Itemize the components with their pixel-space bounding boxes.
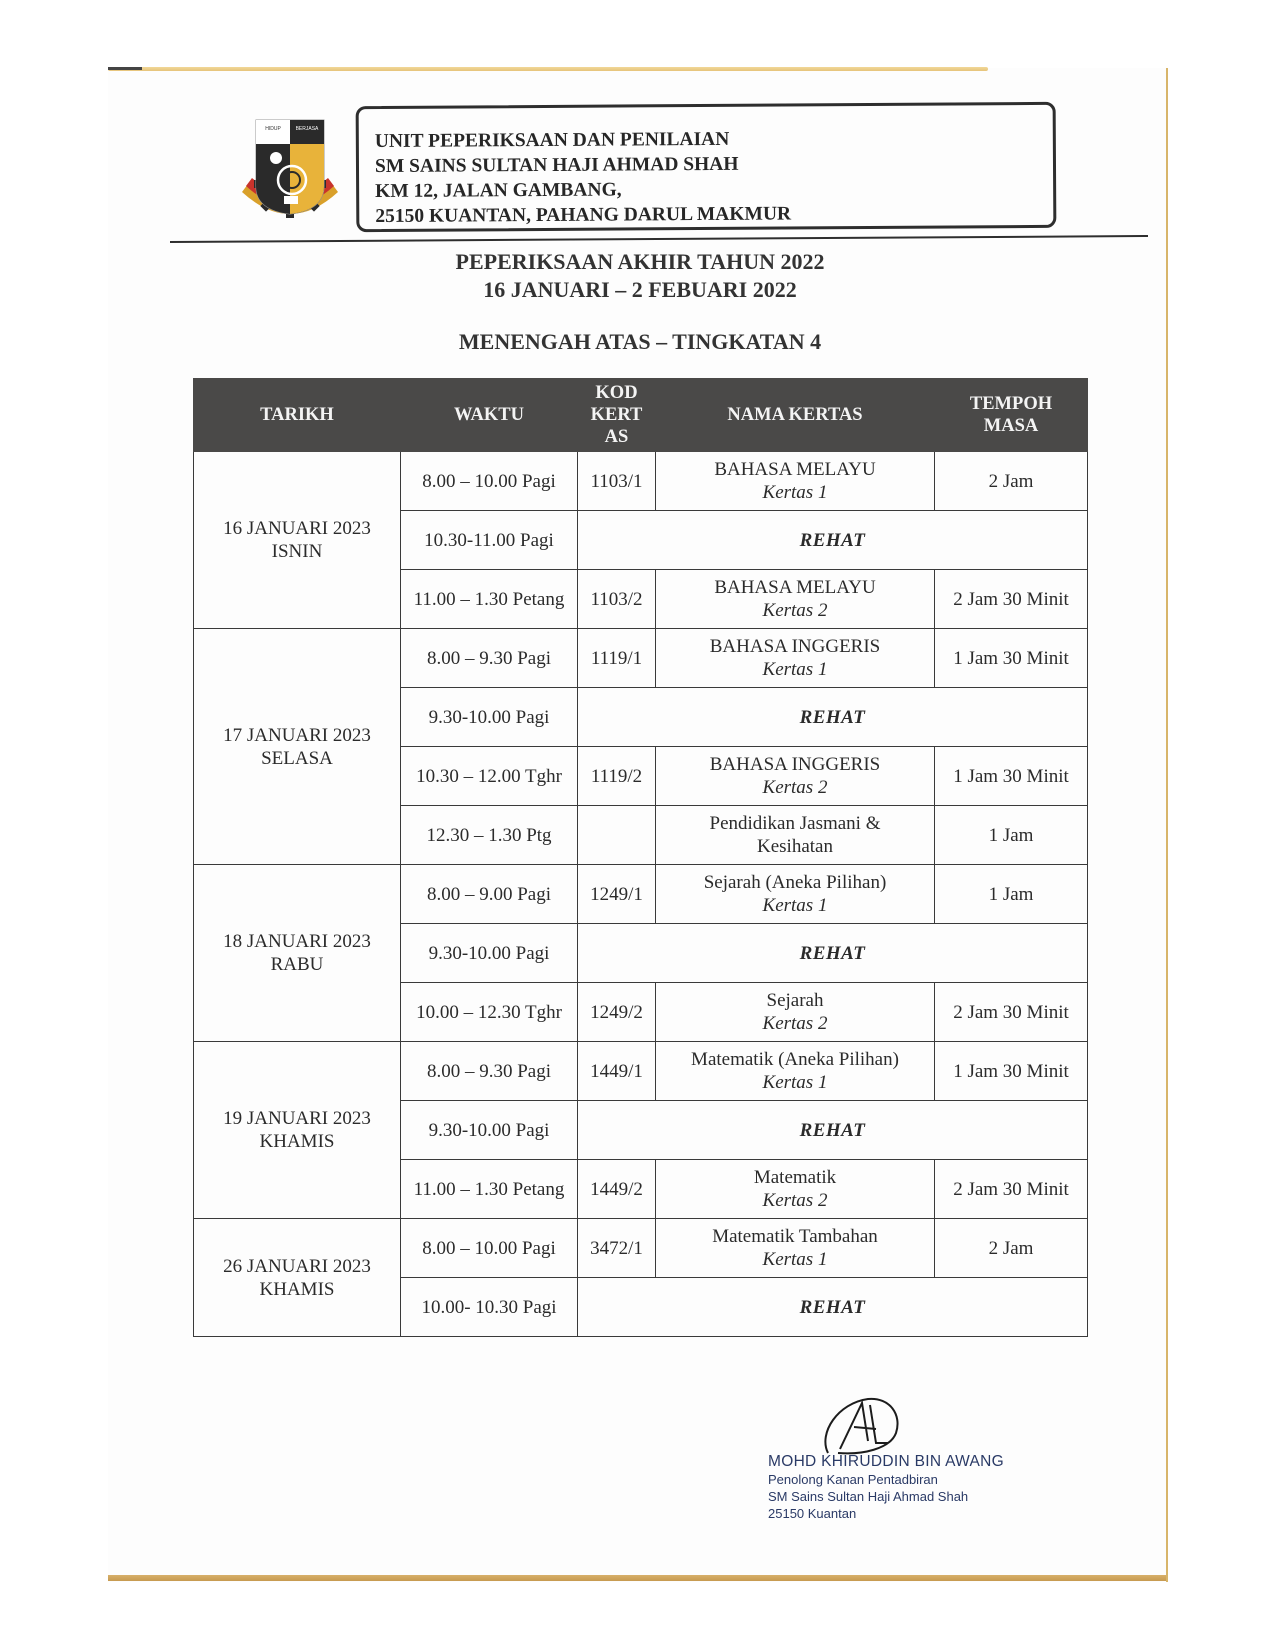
cell-tarikh [194,865,401,1042]
cell-waktu: 9.30-10.00 Pagi [401,688,578,747]
cell-rehat: REHAT [578,1278,1088,1337]
exam-date: 26 JANUARI 2023 [223,1255,371,1277]
institution-unit: UNIT PEPERIKSAAN DAN PENILAIAN [374,128,730,153]
cell-rehat: REHAT [578,924,1088,983]
cell-kod-kertas: 1103/2 [578,570,656,629]
table-row [194,1219,1088,1278]
cell-kod-kertas: 3472/1 [578,1219,656,1278]
cell-tempoh-masa: 1 Jam 30 Minit [935,747,1088,806]
exam-day: KHAMIS [259,1131,335,1152]
institution-address [375,126,791,229]
cell-nama-kertas [656,983,935,1042]
paper-name: BAHASA MELAYU [714,577,876,598]
paper-number: Kertas 1 [762,1072,828,1093]
exam-title: PEPERIKSAAN AKHIR TAHUN 2022 [455,249,825,274]
cell-tempoh-masa: 2 Jam 30 Minit [935,983,1088,1042]
cell-waktu: 9.30-10.00 Pagi [401,1101,578,1160]
signatory-school: SM Sains Sultan Haji Ahmad Shah [768,1489,969,1504]
cell-waktu: 10.30-11.00 Pagi [401,511,578,570]
table-row [194,1042,1088,1101]
cell-nama-kertas [656,452,935,511]
paper-number: Kertas 1 [762,482,828,503]
cell-waktu: 8.00 – 9.00 Pagi [401,865,578,924]
cell-nama-kertas [656,1219,935,1278]
cell-nama-kertas [656,1042,935,1101]
header-tarikh: TARIKH [194,379,401,452]
paper-number: Kertas 2 [762,600,828,621]
table-row [194,865,1088,924]
cell-kod-kertas: 1103/1 [578,452,656,511]
exam-day: SELASA [261,747,333,769]
header-tempoh-masa [935,379,1088,452]
paper-number: Kertas 2 [762,777,828,798]
paper-name-cont: Kesihatan [757,836,833,857]
cell-rehat: REHAT [578,1101,1088,1160]
crest-banner-right: BERJASA [295,126,319,132]
cell-nama-kertas [656,570,935,629]
table-row [194,452,1088,511]
cell-kod-kertas: 1449/1 [578,1042,656,1101]
institution-school: SM SAINS SULTAN HAJI AHMAD SHAH [374,153,739,178]
cell-tempoh-masa: 2 Jam [935,1219,1088,1278]
institution-street: KM 12, JALAN GAMBANG, [375,179,622,203]
crest-flower-icon [270,152,282,164]
paper-name: Matematik [753,1167,837,1188]
cell-tempoh-masa: 2 Jam 30 Minit [935,1160,1088,1219]
exam-day: RABU [270,954,324,975]
table-body [194,452,1088,1337]
paper-name: BAHASA INGGERIS [709,636,881,657]
cell-tarikh [194,1219,401,1337]
cell-kod-kertas: 1119/2 [578,747,656,806]
cell-tempoh-masa: 2 Jam 30 Minit [935,570,1088,629]
cell-nama-kertas [656,806,935,865]
cell-waktu: 11.00 – 1.30 Petang [401,1160,578,1219]
school-crest-logo [232,114,348,232]
header-kod-kertas [578,379,656,452]
paper-name: Matematik Tambahan [712,1226,878,1247]
header-nama-kertas: NAMA KERTAS [656,379,935,452]
exam-date: 17 JANUARI 2023 [223,724,371,746]
exam-schedule-table [193,378,1088,1337]
paper-name: Sejarah [766,990,824,1011]
crest-banner-left: HIDUP [265,126,281,132]
cell-kod-kertas: 1119/1 [578,629,656,688]
page-bottom-edge [108,1575,1166,1581]
cell-rehat: REHAT [578,511,1088,570]
exam-date: 16 JANUARI 2023 [223,518,371,539]
cell-waktu: 8.00 – 10.00 Pagi [401,452,578,511]
page-top-edge-tip [108,67,142,70]
cell-tempoh-masa: 1 Jam [935,865,1088,924]
signature-icon [818,1393,908,1459]
exam-date-range: 16 JANUARI – 2 FEBUARI 2022 [483,277,797,302]
cell-waktu: 10.00- 10.30 Pagi [401,1278,578,1337]
cell-waktu: 8.00 – 9.30 Pagi [401,1042,578,1101]
paper-number: Kertas 1 [762,895,828,916]
cell-tarikh [194,452,401,629]
cell-nama-kertas [656,865,935,924]
exam-day: KHAMIS [259,1278,335,1300]
exam-date: 18 JANUARI 2023 [223,931,371,952]
cell-tempoh-masa: 1 Jam 30 Minit [935,629,1088,688]
institution-city: 25150 KUANTAN, PAHANG DARUL MAKMUR [375,203,792,228]
header-kod-line: KOD [595,383,638,403]
cell-tarikh [194,1042,401,1219]
signature-text [768,1453,1088,1522]
cell-waktu: 9.30-10.00 Pagi [401,924,578,983]
cell-rehat: REHAT [578,688,1088,747]
signatory-position: Penolong Kanan Pentadbiran [768,1472,938,1487]
paper-name: Pendidikan Jasmani & [709,813,881,834]
paper-number: Kertas 2 [762,1190,828,1211]
cell-tempoh-masa: 1 Jam 30 Minit [935,1042,1088,1101]
paper-number: Kertas 1 [762,659,828,680]
exam-date: 19 JANUARI 2023 [223,1108,371,1129]
cell-waktu: 11.00 – 1.30 Petang [401,570,578,629]
page-top-edge [108,67,988,71]
cell-kod-kertas: 1449/2 [578,1160,656,1219]
exam-day: ISNIN [271,541,323,562]
paper-number: Kertas 1 [762,1249,828,1270]
cell-nama-kertas [656,629,935,688]
cell-waktu: 8.00 – 10.00 Pagi [401,1219,578,1278]
cell-waktu: 10.00 – 12.30 Tghr [401,983,578,1042]
document-titles [300,248,980,356]
table-row [194,629,1088,688]
header-waktu: WAKTU [401,379,578,452]
cell-tarikh [194,629,401,865]
cell-nama-kertas [656,747,935,806]
cell-waktu: 12.30 – 1.30 Ptg [401,806,578,865]
header-kod-line: AS [604,427,629,447]
institution-header-box [356,102,1057,232]
cell-kod-kertas: 1249/1 [578,865,656,924]
cell-waktu: 10.30 – 12.00 Tghr [401,747,578,806]
header-tempoh-line: TEMPOH [969,394,1053,414]
signatory-name: MOHD KHIRUDDIN BIN AWANG [768,1453,1004,1470]
signatory-address: 25150 Kuantan [768,1506,857,1521]
cell-nama-kertas [656,1160,935,1219]
cell-kod-kertas: 1249/2 [578,983,656,1042]
cell-kod-kertas [578,806,656,865]
paper-name: BAHASA MELAYU [714,459,876,480]
table-header-row [194,379,1088,452]
header-tempoh-line: MASA [983,416,1039,436]
cell-tempoh-masa: 1 Jam [935,806,1088,865]
paper-number: Kertas 2 [762,1013,828,1034]
cell-waktu: 8.00 – 9.30 Pagi [401,629,578,688]
header-kod-line: KERT [590,405,643,425]
exam-level: MENENGAH ATAS – TINGKATAN 4 [458,329,822,354]
cell-tempoh-masa: 2 Jam [935,452,1088,511]
paper-name: Matematik (Aneka Pilihan) [691,1049,899,1070]
paper-name: BAHASA INGGERIS [709,754,881,775]
paper-name: Sejarah (Aneka Pilihan) [703,872,887,893]
